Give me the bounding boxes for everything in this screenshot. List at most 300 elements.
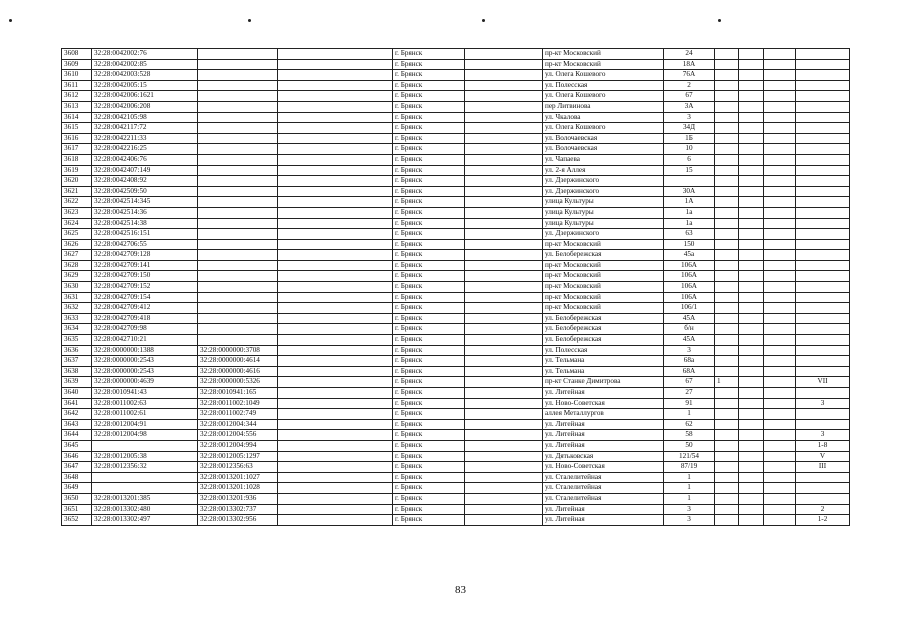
cell-cad1: [92, 440, 198, 451]
cell-empty: [739, 271, 764, 282]
cell-empty: [764, 101, 796, 112]
cell-cad1: 32:28:0042005:15: [92, 80, 198, 91]
cell-num: 3643: [62, 419, 92, 430]
cell-empty: [278, 430, 393, 441]
cell-d: [796, 250, 850, 261]
cell-house: 58: [664, 430, 715, 441]
cell-city: г. Брянск: [393, 483, 465, 494]
cell-house: 24: [664, 49, 715, 60]
cell-city: г. Брянск: [393, 398, 465, 409]
cell-empty: [739, 335, 764, 346]
table-row: [62, 345, 850, 356]
cell-empty: [278, 59, 393, 70]
cell-street: ул. Сталелитейная: [543, 493, 664, 504]
cell-cad2: 32:28:0013201:936: [198, 493, 278, 504]
cell-street: ул. Дзержинского: [543, 176, 664, 187]
cell-empty: [739, 101, 764, 112]
cell-cad2: 32:28:0011002:749: [198, 409, 278, 420]
cell-city: г. Брянск: [393, 165, 465, 176]
cell-city: г. Брянск: [393, 186, 465, 197]
cell-empty: [278, 377, 393, 388]
cell-d: [796, 218, 850, 229]
cell-street: ул. Дзержинского: [543, 186, 664, 197]
cell-cad2: [198, 239, 278, 250]
cell-cad2: [198, 313, 278, 324]
cell-house: 67: [664, 377, 715, 388]
cell-a: [715, 186, 739, 197]
cell-street: ул. Белобережская: [543, 324, 664, 335]
cell-cad1: 32:28:0042408:92: [92, 176, 198, 187]
cell-cad1: 32:28:0042002:85: [92, 59, 198, 70]
table-row: [62, 154, 850, 165]
cell-empty: [278, 313, 393, 324]
cell-num: 3616: [62, 133, 92, 144]
cell-d: [796, 409, 850, 420]
cell-street: ул. Сталелитейная: [543, 483, 664, 494]
cell-empty: [278, 271, 393, 282]
cell-cad2: [198, 303, 278, 314]
cell-city: г. Брянск: [393, 377, 465, 388]
cell-city: г. Брянск: [393, 366, 465, 377]
cell-num: 3635: [62, 335, 92, 346]
registry-table-body: [62, 49, 850, 526]
cell-empty: [764, 345, 796, 356]
cell-empty: [739, 91, 764, 102]
cell-empty: [278, 144, 393, 155]
cell-num: 3642: [62, 409, 92, 420]
cell-house: 34Д: [664, 123, 715, 134]
cell-empty: [739, 430, 764, 441]
cell-d: [796, 207, 850, 218]
cell-empty: [465, 239, 543, 250]
cell-num: 3652: [62, 515, 92, 526]
cell-cad1: 32:28:0000000:2543: [92, 356, 198, 367]
cell-d: [796, 388, 850, 399]
cell-house: 27: [664, 388, 715, 399]
cell-house: 106А: [664, 282, 715, 293]
cell-empty: [278, 409, 393, 420]
cell-d: [796, 59, 850, 70]
table-row: [62, 133, 850, 144]
cell-empty: [764, 377, 796, 388]
cell-empty: [739, 462, 764, 473]
cell-a: [715, 59, 739, 70]
cell-city: г. Брянск: [393, 91, 465, 102]
table-row: [62, 176, 850, 187]
cell-empty: [739, 123, 764, 134]
cell-d: [796, 292, 850, 303]
cell-cad1: 32:28:0000000:2543: [92, 366, 198, 377]
cell-a: [715, 515, 739, 526]
cell-empty: [739, 59, 764, 70]
cell-a: [715, 345, 739, 356]
cell-house: 6: [664, 154, 715, 165]
cell-cad1: 32:28:0042514:38: [92, 218, 198, 229]
cell-cad2: 32:28:0012004:994: [198, 440, 278, 451]
cell-a: [715, 239, 739, 250]
cell-num: 3651: [62, 504, 92, 515]
cell-city: г. Брянск: [393, 493, 465, 504]
cell-empty: [465, 483, 543, 494]
cell-d: 2: [796, 504, 850, 515]
cell-cad2: [198, 197, 278, 208]
cell-city: г. Брянск: [393, 388, 465, 399]
cell-cad2: [198, 250, 278, 261]
cell-empty: [739, 515, 764, 526]
cell-empty: [278, 345, 393, 356]
cell-empty: [278, 292, 393, 303]
cell-house: 106А: [664, 292, 715, 303]
cell-empty: [465, 366, 543, 377]
cell-empty: [278, 49, 393, 60]
cell-empty: [739, 440, 764, 451]
cell-cad1: 32:28:0010941:43: [92, 388, 198, 399]
cell-empty: [465, 292, 543, 303]
cell-house: 91: [664, 398, 715, 409]
cell-empty: [465, 430, 543, 441]
cell-house: 3: [664, 112, 715, 123]
cell-house: 3А: [664, 101, 715, 112]
cell-street: пр-кт Московский: [543, 260, 664, 271]
cell-street: ул. Литейная: [543, 430, 664, 441]
cell-cad1: 32:28:0012004:98: [92, 430, 198, 441]
cell-street: ул. Олега Кошевого: [543, 70, 664, 81]
cell-cad2: 32:28:0013201:1027: [198, 472, 278, 483]
cell-city: г. Брянск: [393, 207, 465, 218]
cell-house: 1: [664, 483, 715, 494]
cell-empty: [739, 493, 764, 504]
table-row: [62, 91, 850, 102]
cell-cad2: [198, 176, 278, 187]
cell-city: г. Брянск: [393, 260, 465, 271]
cell-city: г. Брянск: [393, 335, 465, 346]
cell-city: г. Брянск: [393, 303, 465, 314]
cell-cad1: 32:28:0042003:528: [92, 70, 198, 81]
cell-house: 45А: [664, 335, 715, 346]
cell-empty: [739, 197, 764, 208]
cell-city: г. Брянск: [393, 451, 465, 462]
cell-a: [715, 49, 739, 60]
cell-house: 68а: [664, 356, 715, 367]
cell-cad1: 32:28:0012005:38: [92, 451, 198, 462]
cell-empty: [764, 186, 796, 197]
table-row: [62, 49, 850, 60]
cell-city: г. Брянск: [393, 176, 465, 187]
cell-cad1: 32:28:0013201:385: [92, 493, 198, 504]
cell-empty: [465, 154, 543, 165]
cell-empty: [465, 112, 543, 123]
cell-street: пр-кт Московский: [543, 282, 664, 293]
cell-city: г. Брянск: [393, 419, 465, 430]
cell-cad1: 32:28:0042509:50: [92, 186, 198, 197]
cell-a: [715, 282, 739, 293]
table-row: [62, 282, 850, 293]
cell-street: улица Культуры: [543, 218, 664, 229]
cell-cad2: [198, 101, 278, 112]
cell-house: 45а: [664, 250, 715, 261]
table-row: [62, 440, 850, 451]
cell-cad2: 32:28:0013201:1028: [198, 483, 278, 494]
cell-empty: [764, 218, 796, 229]
cell-house: 1: [664, 493, 715, 504]
table-row: [62, 462, 850, 473]
cell-d: [796, 176, 850, 187]
cell-street: ул. Тельмана: [543, 356, 664, 367]
cell-a: [715, 80, 739, 91]
cell-empty: [739, 282, 764, 293]
cell-a: [715, 356, 739, 367]
cell-num: 3640: [62, 388, 92, 399]
cell-house: 1: [664, 472, 715, 483]
cell-cad1: 32:28:0042105:98: [92, 112, 198, 123]
cell-cad2: [198, 133, 278, 144]
cell-a: [715, 123, 739, 134]
cell-street: ул. Олега Кошевого: [543, 91, 664, 102]
cell-num: 3650: [62, 493, 92, 504]
cell-num: 3644: [62, 430, 92, 441]
cell-empty: [764, 49, 796, 60]
cell-house: 67: [664, 91, 715, 102]
cell-d: [796, 313, 850, 324]
cell-street: ул. Волочаевская: [543, 144, 664, 155]
table-row: [62, 324, 850, 335]
table-row: [62, 483, 850, 494]
cell-cad2: [198, 229, 278, 240]
cell-city: г. Брянск: [393, 239, 465, 250]
cell-street: ул. Белобережская: [543, 250, 664, 261]
cell-num: 3612: [62, 91, 92, 102]
cell-street: ул. Литейная: [543, 504, 664, 515]
cell-empty: [465, 80, 543, 91]
table-row: [62, 335, 850, 346]
cell-cad2: 32:28:0012004:556: [198, 430, 278, 441]
cell-cad2: [198, 335, 278, 346]
cell-cad2: 32:28:0012004:344: [198, 419, 278, 430]
cell-d: [796, 472, 850, 483]
table-row: [62, 123, 850, 134]
cell-street: ул. Полесская: [543, 345, 664, 356]
table-row: [62, 377, 850, 388]
cell-num: 3619: [62, 165, 92, 176]
cell-empty: [764, 282, 796, 293]
cell-city: г. Брянск: [393, 218, 465, 229]
cell-house: 76А: [664, 70, 715, 81]
cell-empty: [278, 112, 393, 123]
cell-cad2: [198, 59, 278, 70]
cell-empty: [278, 197, 393, 208]
cell-empty: [465, 451, 543, 462]
cell-empty: [739, 356, 764, 367]
cell-empty: [764, 462, 796, 473]
cell-cad2: [198, 292, 278, 303]
cell-d: [796, 366, 850, 377]
cell-cad1: [92, 483, 198, 494]
cell-house: 1а: [664, 218, 715, 229]
cell-cad2: 32:28:0012356:63: [198, 462, 278, 473]
table-row: [62, 356, 850, 367]
cell-cad2: 32:28:0000000:4616: [198, 366, 278, 377]
cell-a: 1: [715, 377, 739, 388]
cell-d: [796, 70, 850, 81]
cell-empty: [739, 239, 764, 250]
cell-empty: [278, 462, 393, 473]
cell-empty: [764, 144, 796, 155]
cell-empty: [278, 207, 393, 218]
cell-empty: [465, 229, 543, 240]
cell-street: ул. Полесская: [543, 80, 664, 91]
cell-empty: [764, 260, 796, 271]
cell-house: 1: [664, 409, 715, 420]
cell-city: г. Брянск: [393, 430, 465, 441]
cell-city: г. Брянск: [393, 324, 465, 335]
cell-empty: [278, 186, 393, 197]
cell-city: г. Брянск: [393, 112, 465, 123]
cell-a: [715, 229, 739, 240]
cell-city: г. Брянск: [393, 197, 465, 208]
cell-city: г. Брянск: [393, 462, 465, 473]
cell-empty: [764, 515, 796, 526]
cell-a: [715, 144, 739, 155]
cell-empty: [739, 345, 764, 356]
cell-empty: [278, 398, 393, 409]
cell-street: пр-кт Станке Димитрова: [543, 377, 664, 388]
cell-d: [796, 91, 850, 102]
cell-a: [715, 260, 739, 271]
cell-empty: [465, 218, 543, 229]
cell-d: V: [796, 451, 850, 462]
cell-street: ул. Волочаевская: [543, 133, 664, 144]
cell-a: [715, 154, 739, 165]
cell-house: б/н: [664, 324, 715, 335]
cell-num: 3610: [62, 70, 92, 81]
cell-city: г. Брянск: [393, 101, 465, 112]
cell-d: [796, 133, 850, 144]
cell-a: [715, 313, 739, 324]
cell-empty: [278, 324, 393, 335]
cell-cad1: 32:28:0042216:25: [92, 144, 198, 155]
cell-city: г. Брянск: [393, 133, 465, 144]
cell-d: 1-2: [796, 515, 850, 526]
cell-empty: [739, 229, 764, 240]
cell-cad2: 32:28:0012005:1297: [198, 451, 278, 462]
cell-d: 3: [796, 430, 850, 441]
cell-empty: [278, 366, 393, 377]
cell-num: 3621: [62, 186, 92, 197]
cell-cad2: [198, 282, 278, 293]
cell-city: г. Брянск: [393, 229, 465, 240]
cell-cad1: 32:28:0042709:418: [92, 313, 198, 324]
cell-city: г. Брянск: [393, 356, 465, 367]
cell-empty: [764, 123, 796, 134]
cell-a: [715, 451, 739, 462]
table-row: [62, 472, 850, 483]
cell-street: ул. Литейная: [543, 388, 664, 399]
cell-num: 3620: [62, 176, 92, 187]
cell-house: 62: [664, 419, 715, 430]
cell-num: 3641: [62, 398, 92, 409]
cell-empty: [739, 49, 764, 60]
cell-cad2: [198, 70, 278, 81]
cell-street: пр-кт Московский: [543, 303, 664, 314]
cell-empty: [465, 186, 543, 197]
cell-cad1: 32:28:0042709:150: [92, 271, 198, 282]
cell-empty: [465, 197, 543, 208]
cell-house: 3: [664, 345, 715, 356]
cell-a: [715, 419, 739, 430]
cell-empty: [465, 123, 543, 134]
cell-empty: [465, 515, 543, 526]
cell-empty: [764, 91, 796, 102]
cell-empty: [465, 59, 543, 70]
table-row: [62, 366, 850, 377]
cell-empty: [465, 504, 543, 515]
cell-empty: [739, 112, 764, 123]
cell-empty: [465, 462, 543, 473]
cell-city: г. Брянск: [393, 292, 465, 303]
cell-empty: [739, 388, 764, 399]
table-row: [62, 430, 850, 441]
table-row: [62, 101, 850, 112]
cell-d: [796, 335, 850, 346]
cell-d: [796, 186, 850, 197]
cell-num: 3645: [62, 440, 92, 451]
table-row: [62, 292, 850, 303]
cell-num: 3646: [62, 451, 92, 462]
cell-a: [715, 472, 739, 483]
cell-num: 3615: [62, 123, 92, 134]
cell-d: [796, 49, 850, 60]
cell-house: 150: [664, 239, 715, 250]
cell-empty: [278, 260, 393, 271]
cell-cad2: [198, 186, 278, 197]
cell-street: ул. Ново-Советская: [543, 462, 664, 473]
cell-num: 3623: [62, 207, 92, 218]
cell-empty: [465, 335, 543, 346]
table-row: [62, 207, 850, 218]
cell-cad2: [198, 260, 278, 271]
cell-empty: [465, 49, 543, 60]
table-row: [62, 398, 850, 409]
cell-empty: [764, 493, 796, 504]
cell-d: [796, 483, 850, 494]
cell-cad2: [198, 207, 278, 218]
cell-empty: [739, 207, 764, 218]
cell-cad1: [92, 472, 198, 483]
cell-empty: [465, 324, 543, 335]
cell-house: 15: [664, 165, 715, 176]
cell-city: г. Брянск: [393, 472, 465, 483]
cell-empty: [278, 440, 393, 451]
cell-house: [664, 176, 715, 187]
cell-num: 3632: [62, 303, 92, 314]
cell-num: 3617: [62, 144, 92, 155]
cell-d: [796, 123, 850, 134]
page-number: 83: [455, 584, 466, 596]
cell-a: [715, 324, 739, 335]
cell-empty: [465, 493, 543, 504]
cell-a: [715, 218, 739, 229]
cell-cad1: 32:28:0042211:33: [92, 133, 198, 144]
cell-city: г. Брянск: [393, 345, 465, 356]
cell-street: пр-кт Московский: [543, 292, 664, 303]
cell-d: [796, 101, 850, 112]
cell-street: ул. Белобережская: [543, 313, 664, 324]
cell-empty: [278, 356, 393, 367]
cell-empty: [764, 112, 796, 123]
cell-street: пр-кт Московский: [543, 59, 664, 70]
cell-empty: [739, 303, 764, 314]
table-row: [62, 493, 850, 504]
